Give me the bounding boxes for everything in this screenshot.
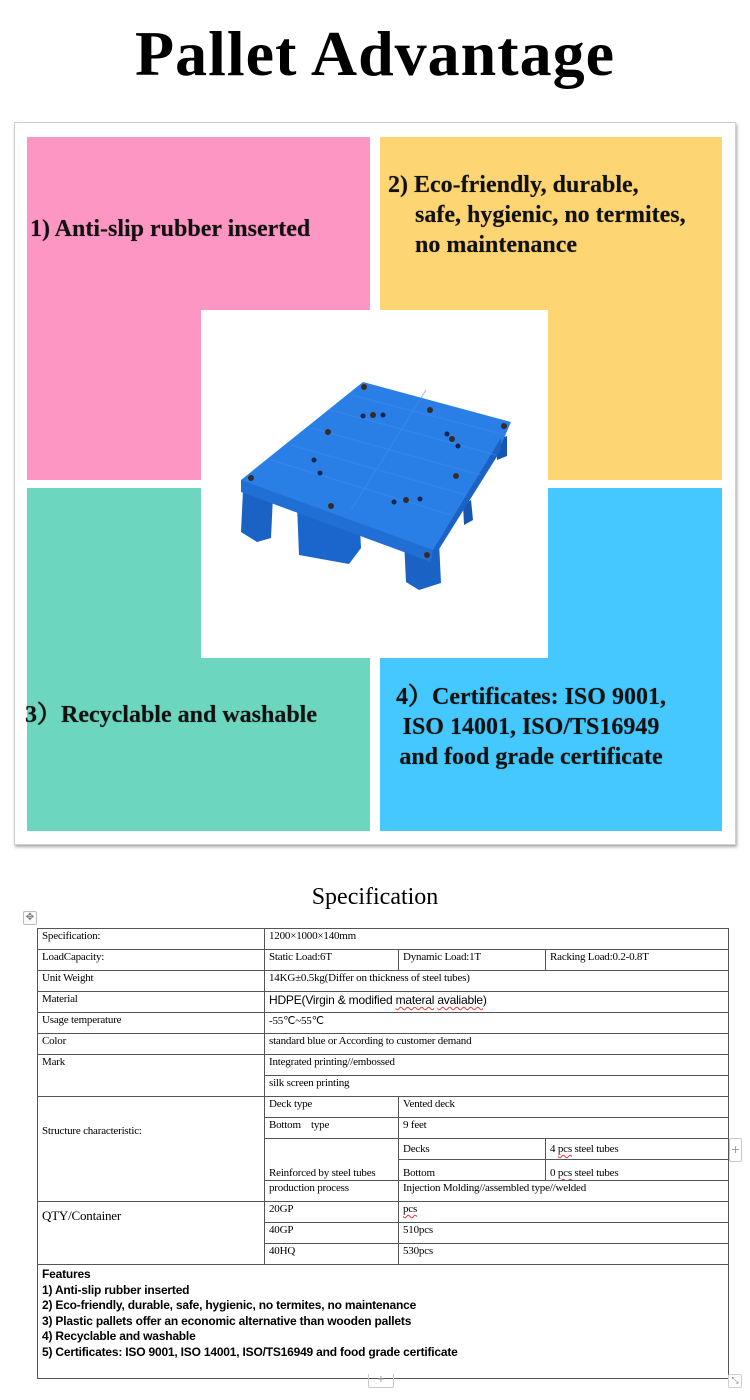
advantage-line: ISO 14001, ISO/TS16949 [402,714,660,740]
feature-item: 3) Plastic pallets offer an economic alternative than wooden pallets [42,1313,412,1328]
table-move-handle-icon[interactable]: ✥ [23,911,37,925]
container-qty: 530pcs [399,1244,729,1265]
features-cell [38,1265,729,1379]
usage-temperature-label: Usage temperature [38,1013,265,1034]
advantage-line: no maintenance [415,232,577,258]
static-load-value: Static Load:6T [265,950,399,971]
decks-value [546,1139,729,1160]
specification-table [37,928,729,1379]
feature-item: 5) Certificates: ISO 9001, ISO 14001, ISO/TS16949 and food grade certificate [42,1344,458,1359]
qty-container-label: QTY/Container [38,1202,265,1265]
table-row [38,1055,729,1076]
bottom-count: 0 [550,1167,558,1179]
production-process-value: Injection Molding//assembled type//welded [399,1181,729,1202]
deck-type-label: Deck type [265,1097,399,1118]
table-row [38,1034,729,1055]
container-type: 40GP [265,1223,399,1244]
unit-weight-value: 14KG±0.5kg(Differ on thickness of steel tubes) [265,971,729,992]
table-row [38,992,729,1013]
table-row [38,1202,729,1223]
table-row [38,1013,729,1034]
color-value: standard blue or According to customer demand [265,1034,729,1055]
table-row [38,950,729,971]
product-image [201,310,548,658]
table-row [38,1265,729,1379]
usage-temperature-value: -55℃~55℃ [265,1013,729,1034]
racking-load-value: Racking Load:0.2-0.8T [546,950,729,971]
advantage-line: 2) Eco-friendly, durable, [388,172,639,198]
advantage-text-3 [25,700,317,730]
mark-value-1: Integrated printing//embossed [265,1055,729,1076]
load-capacity-label: LoadCapacity: [38,950,265,971]
table-resize-handle-icon[interactable]: ⤡ [728,1374,742,1388]
advantage-line: 4）Certificates: ISO 9001, [396,684,666,710]
spec-label: Specification: [38,929,265,950]
advantage-text-1 [30,214,310,244]
table-row [38,1097,729,1118]
features-heading: Features [42,1267,91,1281]
spellcheck-error: pcs [557,1143,572,1155]
advantage-line: and food grade certificate [399,744,663,770]
add-column-button[interactable]: + [729,1138,742,1162]
spellcheck-error: pcs [557,1167,572,1179]
material-text: HDPE(Virgin & modified [269,993,396,1007]
advantage-line: 3）Recyclable and washable [25,702,318,728]
mark-value-2: silk screen printing [265,1076,729,1097]
container-type: 40HQ [265,1244,399,1265]
bottom-label: Bottom [399,1160,546,1181]
container-qty [399,1202,729,1223]
advantage-text-2 [388,170,686,260]
spellcheck-error: pcs [403,1203,418,1215]
color-label: Color [38,1034,265,1055]
structure-label: Structure characteristic: [38,1097,265,1202]
unit-weight-label: Unit Weight [38,971,265,992]
feature-item: 1) Anti-slip rubber inserted [42,1282,190,1297]
decks-count: 4 [550,1143,558,1155]
page-title: Pallet Advantage [135,18,615,89]
feature-item: 2) Eco-friendly, durable, safe, hygienic, no termites, no maintenance [42,1298,417,1312]
table-row [38,929,729,950]
table-row [38,971,729,992]
material-label: Material [38,992,265,1013]
advantage-line: 1) Anti-slip rubber inserted [30,216,311,242]
reinforced-label: Reinforced by steel tubes [265,1139,399,1181]
mark-label: Mark [38,1055,265,1097]
container-type: 20GP [265,1202,399,1223]
plastic-pallet-image [201,310,548,658]
feature-item: 4) Recyclable and washable [42,1329,196,1343]
material-value [265,992,729,1013]
spellcheck-error: avaliable [437,993,483,1007]
advantage-line: safe, hygienic, no termites, [415,202,686,228]
advantage-text-4 [396,682,666,772]
spec-value: 1200×1000×140mm [265,929,729,950]
add-row-button[interactable]: + [368,1374,394,1388]
bottom-type-value: 9 feet [399,1118,729,1139]
decks-text: steel tubes [571,1143,619,1155]
spellcheck-error: materal [395,993,435,1007]
bottom-type-label: Bottom type [265,1118,399,1139]
material-text: ) [482,993,487,1007]
container-qty: 510pcs [399,1223,729,1244]
deck-type-value: Vented deck [399,1097,729,1118]
bottom-text: steel tubes [571,1167,619,1179]
production-process-label: production process [265,1181,399,1202]
dynamic-load-value: Dynamic Load:1T [399,950,546,971]
decks-label: Decks [399,1139,546,1160]
specification-title: Specification [311,884,439,910]
bottom-value [546,1160,729,1181]
